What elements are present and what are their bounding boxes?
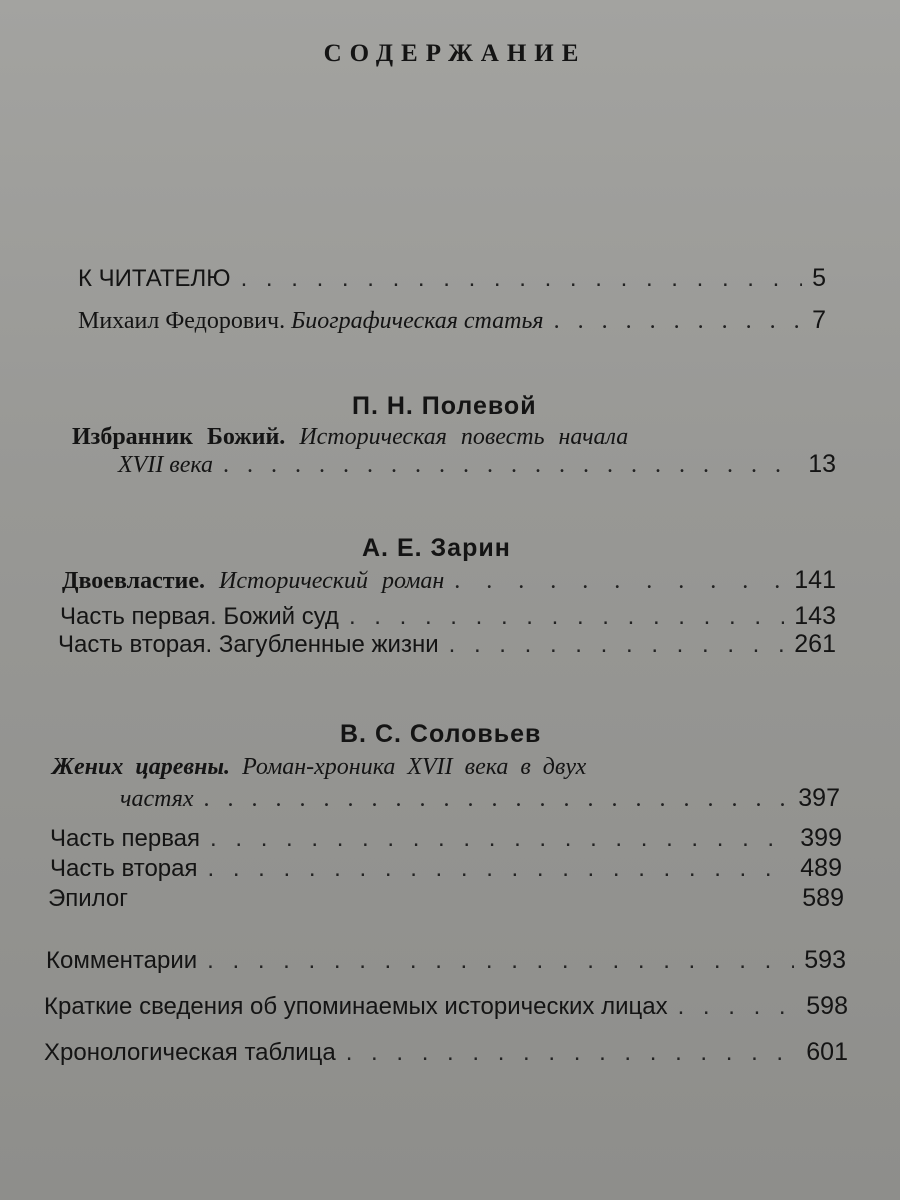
work-title: Избранник Божий. xyxy=(72,424,286,450)
entry-label: Хронологическая таблица xyxy=(44,1039,336,1066)
work-subtitle-continued: XVII века xyxy=(118,452,214,478)
dot-leader xyxy=(678,993,797,1021)
work-title: Жених царевны. xyxy=(52,754,231,780)
page-number: 593 xyxy=(804,946,846,974)
toc-entry-solovyov-part-2[interactable] xyxy=(50,854,842,883)
toc-entry-zarin-part-1[interactable] xyxy=(60,602,836,631)
page-number: 13 xyxy=(808,450,836,478)
entry-label: Комментарии xyxy=(46,947,198,974)
page-number: 399 xyxy=(800,824,842,852)
entry-label: Краткие сведения об упоминаемых исторических лицах xyxy=(44,993,668,1020)
dot-leader xyxy=(346,1039,797,1067)
dot-leader xyxy=(208,855,791,883)
toc-entry-solovyov-part-1[interactable] xyxy=(50,824,842,853)
dot-leader xyxy=(554,307,803,335)
work-subtitle: Исторический роман xyxy=(219,568,445,594)
page-number: 261 xyxy=(794,630,836,658)
entry-label: Эпилог xyxy=(48,885,129,912)
toc-entry-comments[interactable] xyxy=(46,946,846,975)
author-heading-zarin: А. Е. Зарин xyxy=(362,534,511,562)
page-number: 598 xyxy=(806,992,848,1020)
author-heading-solovyov: В. С. Соловьев xyxy=(340,720,542,748)
dot-leader xyxy=(449,631,785,659)
page-number: 397 xyxy=(798,784,840,812)
toc-entry-solovyov-epilogue[interactable] xyxy=(48,884,844,913)
author-heading-polevoy: П. Н. Полевой xyxy=(352,392,537,420)
work-title: Двоевластие. xyxy=(62,568,205,594)
work-title-line-polevoy[interactable] xyxy=(72,424,628,451)
entry-label xyxy=(78,307,544,335)
page-number: 143 xyxy=(794,602,836,630)
toc-entry-reader[interactable] xyxy=(78,264,826,293)
entry-label xyxy=(62,567,444,595)
dot-leader xyxy=(223,451,798,479)
page-title: СОДЕРЖАНИЕ xyxy=(323,40,587,67)
page-number: 5 xyxy=(812,264,826,292)
dot-leader xyxy=(207,947,794,975)
work-subtitle-continued: частях xyxy=(120,786,194,812)
entry-label: Часть вторая xyxy=(50,855,198,882)
page-number: 141 xyxy=(794,566,836,594)
toc-entry-chronology[interactable] xyxy=(44,1038,848,1067)
dot-leader xyxy=(210,825,790,853)
toc-entry-polevoy[interactable] xyxy=(118,450,836,479)
toc-entry-solovyov[interactable] xyxy=(120,784,840,813)
toc-entry-biography[interactable] xyxy=(78,306,826,335)
page-number: 489 xyxy=(800,854,842,882)
toc-entry-zarin[interactable] xyxy=(62,566,836,595)
dot-leader xyxy=(241,265,803,293)
entry-label: Часть первая xyxy=(50,825,201,852)
page-number: 601 xyxy=(806,1038,848,1066)
entry-label: К ЧИТАТЕЛЮ xyxy=(78,265,231,292)
entry-label: Часть вторая. Загубленные жизни xyxy=(58,631,439,658)
dot-leader xyxy=(454,567,784,595)
dot-leader xyxy=(204,785,789,813)
page-number: 589 xyxy=(802,884,844,912)
entry-label: Часть первая. Божий суд xyxy=(60,603,339,630)
entry-label-regular: Михаил Федорович. xyxy=(78,308,286,334)
page-number: 7 xyxy=(812,306,826,334)
entry-label-italic: Биографическая статья xyxy=(291,308,544,334)
dot-leader xyxy=(349,603,784,631)
work-title-line-solovyov[interactable] xyxy=(52,754,586,781)
work-subtitle: Историческая повесть начала xyxy=(299,424,629,450)
toc-entry-historical-persons[interactable] xyxy=(44,992,848,1021)
toc-entry-zarin-part-2[interactable] xyxy=(58,630,836,659)
work-subtitle: Роман-хроника XVII века в двух xyxy=(242,754,587,780)
